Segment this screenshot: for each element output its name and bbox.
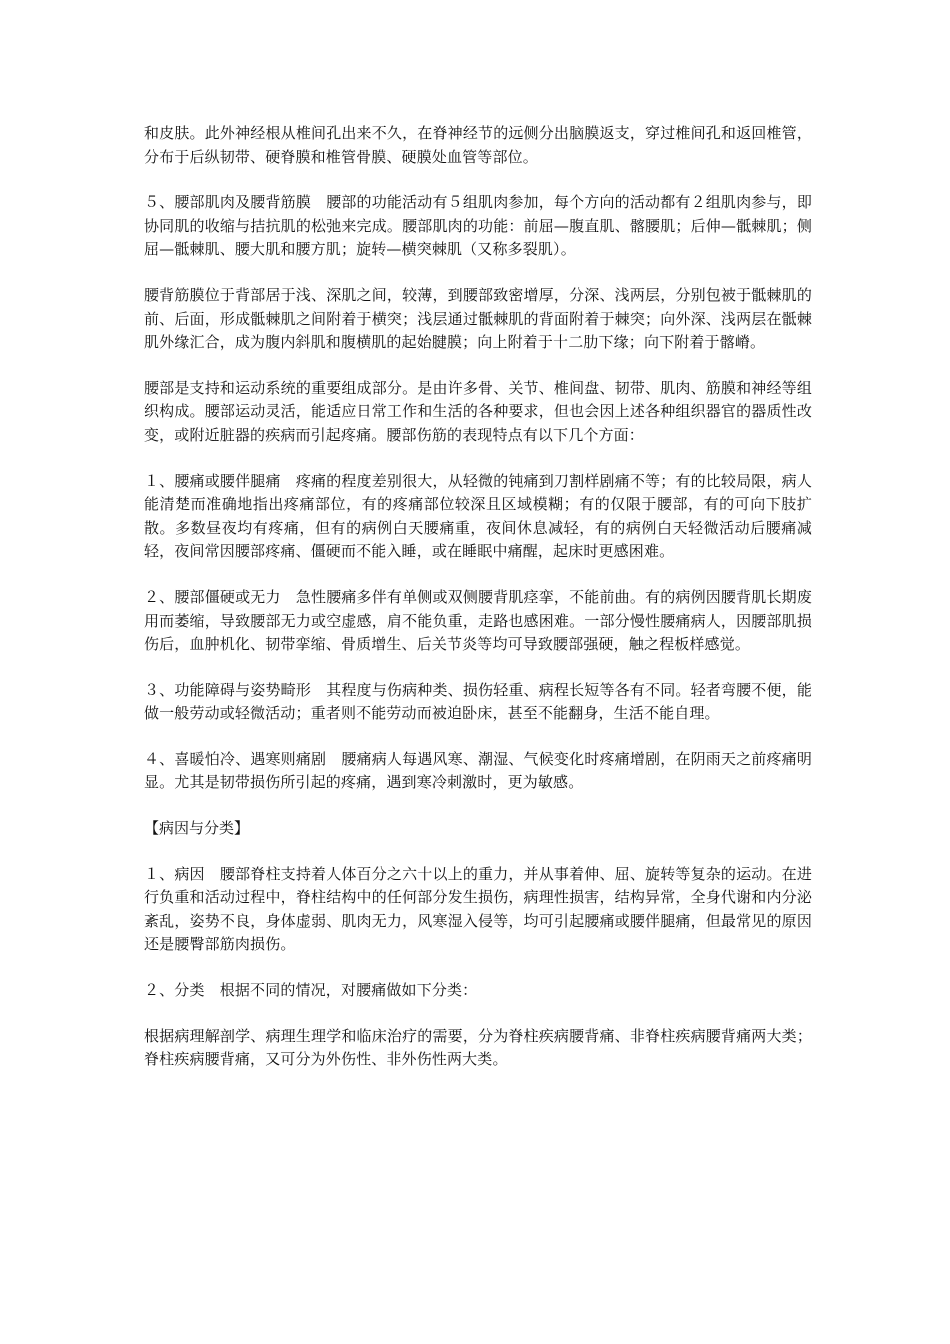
section-heading: 【病因与分类】 [144, 819, 250, 838]
paragraph-symptom-dysfunction: ３、功能障碍与姿势畸形 其程度与伤病种类、损伤轻重、病程长短等各有不同。轻者弯腰不便，能做一般劳动或轻微活动；重者则不能劳动而被迫卧床，甚至不能翻身，生活不能自理。 [144, 680, 812, 723]
paragraph-classification-intro: ２、分类 根据不同的情况，对腰痛做如下分类： [144, 981, 478, 1000]
paragraph-lumbar-overview: 腰部是支持和运动系统的重要组成部分。是由许多骨、关节、椎间盘、韧带、肌肉、筋膜和神经等组织构成。腰部运动灵活，能适应日常工作和生活的各种要求，但也会因上述各种组织器官的器质性改变，或附近脏器的疾病而引起疼痛。腰部伤筋的表现特点有以下几个方面： [144, 378, 812, 444]
paragraph-classification: 根据病理解剖学、病理生理学和临床治疗的需要，分为脊柱疾病腰背痛、非脊柱疾病腰背痛两大类；脊柱疾病腰背痛，又可分为外伤性、非外伤性两大类。 [144, 1026, 812, 1069]
paragraph-symptom-cold: ４、喜暖怕冷、遇寒则痛剧 腰痛病人每遇风寒、潮湿、气候变化时疼痛增剧，在阴雨天之前疼痛明显。尤其是韧带损伤所引起的疼痛，遇到寒冷刺激时，更为敏感。 [144, 749, 812, 792]
paragraph-lumbar-muscles: ５、腰部肌肉及腰背筋膜 腰部的功能活动有５组肌肉参加，每个方向的活动都有２组肌肉参与，即协同肌的收缩与拮抗肌的松弛来完成。腰部肌肉的功能：前屈—腹直肌、髂腰肌；后伸—骶棘肌；侧屈—骶棘肌、腰大肌和腰方肌；旋转—横突棘肌（又称多裂肌）。 [144, 193, 812, 259]
paragraph-symptom-pain: １、腰痛或腰伴腿痛 疼痛的程度差别很大，从轻微的钝痛到刀割样剧痛不等；有的比较局限，病人能清楚而准确地指出疼痛部位，有的疼痛部位较深且区域模糊；有的仅限于腰部，有的可向下肢扩散。多数昼夜均有疼痛，但有的病例白天腰痛重，夜间休息减轻，有的病例白天轻微活动后腰痛减轻，夜间常因腰部疼痛、僵硬而不能入睡，或在睡眠中痛醒，起床时更感困难。 [144, 471, 812, 561]
paragraph-symptom-stiffness: ２、腰部僵硬或无力 急性腰痛多伴有单侧或双侧腰背肌痉挛，不能前曲。有的病例因腰背肌长期废用而萎缩，导致腰部无力或空虚感，肩不能负重，走路也感困难。一部分慢性腰痛病人，因腰部肌损伤后，血肿机化、韧带挛缩、骨质增生、后关节炎等均可导致腰部强硬，触之程板样感觉。 [144, 587, 812, 654]
document-page [144, 122, 812, 1094]
paragraph-etiology: １、病因 腰部脊柱支持着人体百分之六十以上的重力，并从事着伸、屈、旋转等复杂的运动。在进行负重和活动过程中，脊柱结构中的任何部分发生损伤，病理性损害，结构异常，全身代谢和内分泌紊乱，姿势不良，身体虚弱、肌肉无力，风寒湿入侵等，均可引起腰痛或腰伴腿痛，但最常见的原因还是腰臀部筋肉损伤。 [144, 864, 812, 954]
paragraph-nerve-root: 和皮肤。此外神经根从椎间孔出来不久，在脊神经节的远侧分出脑膜返支，穿过椎间孔和返回椎管，分布于后纵韧带、硬脊膜和椎管骨膜、硬膜处血管等部位。 [144, 124, 812, 166]
paragraph-lumbodorsal-fascia: 腰背筋膜位于背部居于浅、深肌之间，较薄，到腰部致密增厚，分深、浅两层，分别包被于骶棘肌的前、后面，形成骶棘肌之间附着于横突；浅层通过骶棘肌的背面附着于棘突；向外深、浅两层在骶棘肌外缘汇合，成为腹内斜肌和腹横肌的起始腱膜；向上附着于十二肋下缘；向下附着于髂嵴。 [144, 285, 812, 352]
